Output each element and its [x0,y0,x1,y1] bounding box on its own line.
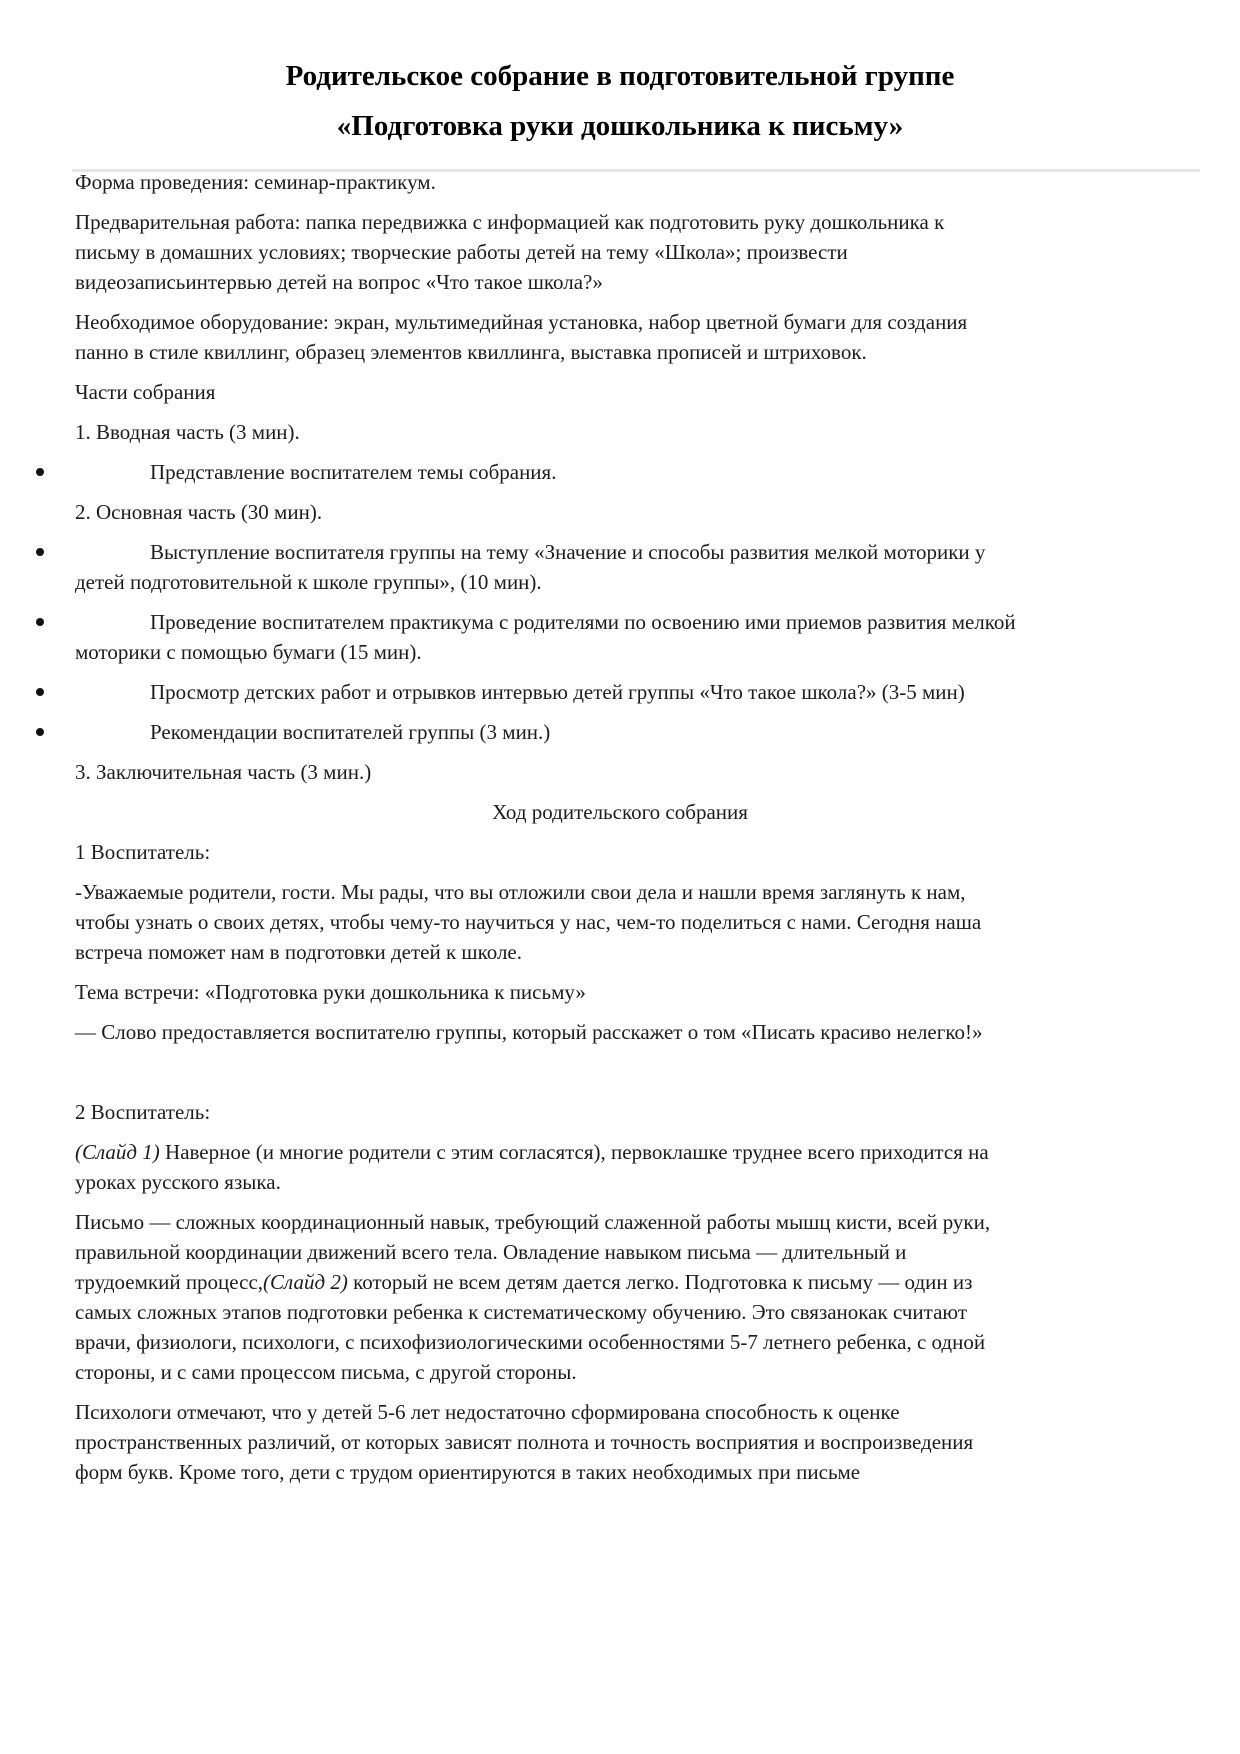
teacher1-speech-line3: встреча поможет нам в подготовки детей к школе. [75,940,522,964]
part1-heading: 1. Вводная часть (3 мин). [75,420,300,444]
writing-para-line5: врачи, физиологи, психологи, с психофизиологическими особенностями 5-7 летнего ребенка, с одной [75,1330,986,1354]
prep-work-line-3: видеозаписьинтервью детей на вопрос «Что такое школа?» [75,270,603,294]
writing-para-line1: Письмо — сложных координационный навык, требующий слаженной работы мышц кисти, всей руки, [75,1210,991,1234]
writing-para-line2: правильной координации движений всего тела. Овладение навыком письма — длительный и [75,1240,907,1264]
part1-bullet-1: Представление воспитателем темы собрания. [150,460,557,484]
slide1-paragraph-line2: уроках русского языка. [75,1170,281,1194]
meeting-topic: Тема встречи: «Подготовка руки дошкольника к письму» [75,980,586,1004]
bullet-icon [36,468,44,476]
teacher2-label: 2 Воспитатель: [75,1100,211,1124]
part2-bullet-1-line2: детей подготовительной к школе группы», (10 мин). [75,570,542,594]
psych-para-line1: Психологи отмечают, что у детей 5-6 лет недостаточно сформирована способность к оценке [75,1400,900,1424]
slide1-text: Наверное (и многие родители с этим согласятся), первоклашке труднее всего приходится на [159,1140,989,1164]
bullet-icon [36,728,44,736]
part2-bullet-3: Просмотр детских работ и отрывков интервью детей группы «Что такое школа?» (3-5 мин) [150,680,965,704]
writing-para-line6: стороны, и с сами процессом письма, с другой стороны. [75,1360,577,1384]
part2-heading: 2. Основная часть (30 мин). [75,500,323,524]
writing-para-line4: самых сложных этапов подготовки ребенка к систематическому обучению. Это связанокак считают [75,1300,967,1324]
part2-bullet-2-line2: моторики с помощью бумаги (15 мин). [75,640,422,664]
bullet-icon [36,548,44,556]
writing-para-line3-pre: трудоемкий процесс, [75,1270,264,1294]
bullet-icon [36,618,44,626]
part3-heading: 3. Заключительная часть (3 мин.) [75,760,372,784]
course-heading: Ход родительского собрания [492,800,748,824]
part2-bullet-1-line1: Выступление воспитателя группы на тему «Значение и способы развития мелкой моторики у [150,540,986,564]
teacher1-speech-line2: чтобы узнать о своих детях, чтобы чему-то научиться у нас, чем-то поделиться с нами. Сегодня наша [75,910,982,934]
parts-heading: Части собрания [75,380,216,404]
form-line: Форма проведения: семинар-практикум. [75,170,436,194]
part2-bullet-2-line1: Проведение воспитателем практикума с родителями по освоению ими приемов развития мелкой [150,610,1016,634]
writing-para-line3-post: который не всем детям дается легко. Подготовка к письму — один из [347,1270,973,1294]
bullet-icon [36,688,44,696]
document-title-line2: «Подготовка руки дошкольника к письму» [336,110,904,142]
psych-para-line3: форм букв. Кроме того, дети с трудом ориентируются в таких необходимых при письме [75,1460,861,1484]
equipment-line-2: панно в стиле квиллинг, образец элементов квиллинга, выставка прописей и штриховок. [75,340,867,364]
floor-given-line: — Слово предоставляется воспитателю группы, который расскажет о том «Писать красиво нелегко!» [75,1020,983,1044]
equipment-line-1: Необходимое оборудование: экран, мультимедийная установка, набор цветной бумаги для создания [75,310,968,334]
document-title-line1: Родительское собрание в подготовительной группе [285,60,955,92]
prep-work-line-2: письму в домашних условиях; творческие работы детей на тему «Школа»; произвести [75,240,848,264]
teacher1-speech-line1: -Уважаемые родители, гости. Мы рады, что вы отложили свои дела и нашли время заглянуть к нам, [75,880,966,904]
slide1-tag: (Слайд 1) [75,1140,160,1164]
slide1-paragraph-line1 [75,1136,989,1168]
prep-work-line-1: Предварительная работа: папка передвижка с информацией как подготовить руку дошкольника к [75,210,945,234]
part2-bullet-4: Рекомендации воспитателей группы (3 мин.) [150,720,551,744]
writing-para-line3 [75,1266,972,1298]
psych-para-line2: пространственных различий, от которых зависят полнота и точность восприятия и воспроизведения [75,1430,974,1454]
slide2-tag: (Слайд 2) [263,1270,348,1294]
teacher1-label: 1 Воспитатель: [75,840,211,864]
